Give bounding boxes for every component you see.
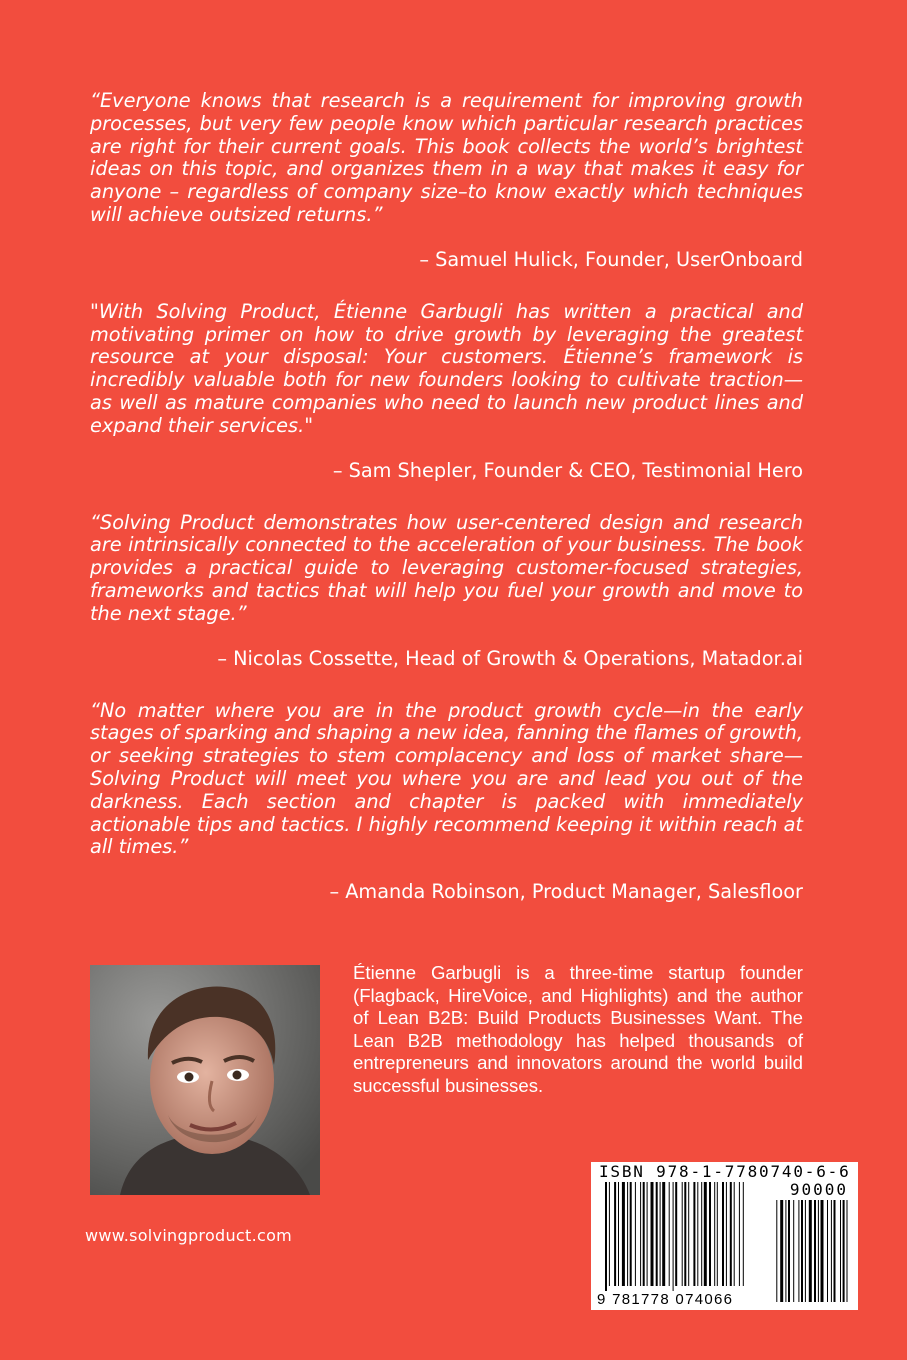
testimonial xyxy=(90,301,803,482)
website-url: www.solvingproduct.com xyxy=(85,1226,293,1245)
ean-digits: 9 781778 074066 xyxy=(597,1291,734,1308)
isbn-text: ISBN 978-1-7780740-6-6 xyxy=(599,1162,851,1181)
barcode-bar xyxy=(627,1182,628,1286)
testimonial-quote: "With Solving Product, Étienne Garbugli has written a practical and motivating primer on how to drive growth by leveraging the greatest resource at your disposal: Your customers. Étienne’s framework is incredibly valuable both for new founders looking to cultivate traction—as well as mature companies who need to launch new product lines and expand their services." xyxy=(90,299,803,437)
barcode-bar xyxy=(647,1182,648,1286)
barcode-bar xyxy=(688,1182,689,1286)
addon-bar xyxy=(827,1200,828,1302)
testimonial xyxy=(90,700,803,904)
barcode-bar xyxy=(682,1182,683,1286)
addon-bar xyxy=(809,1200,812,1302)
isbn-barcode xyxy=(591,1162,858,1310)
barcode-bar xyxy=(675,1182,677,1286)
addon-bar xyxy=(801,1200,803,1302)
addon-bar xyxy=(780,1200,783,1302)
testimonial-quote: “No matter where you are in the product growth cycle—in the early stages of sparking and shaping a new idea, fanning the flames of growth, or seeking strategies to stem complacency and loss of market share—Solving Product will meet you where you are and lead you out of the darkness. Each section and chapter is packed with immediately actionable tips and tactics. I highly recommend keeping it within reach at all times.” xyxy=(90,698,803,859)
barcode-bar xyxy=(605,1182,607,1294)
barcode-bar xyxy=(722,1182,724,1286)
testimonial xyxy=(90,512,803,670)
barcode-bar xyxy=(651,1182,654,1286)
barcode-bar xyxy=(643,1182,645,1286)
barcode-bar xyxy=(704,1182,707,1286)
author-photo xyxy=(90,965,320,1195)
barcode-bar xyxy=(635,1182,636,1286)
testimonial-quote: “Solving Product demonstrates how user-centered design and research are intrinsically connected to the acceleration of your business. The book provides a practical guide to leveraging customer-focused strategies, frameworks and tactics that will help you fuel your growth and move to the next stage.” xyxy=(90,510,803,625)
testimonial-attribution: – Amanda Robinson, Product Manager, Salesfloor xyxy=(329,880,803,904)
barcode-bar xyxy=(660,1182,661,1286)
barcode-bar xyxy=(614,1182,616,1286)
testimonial-quote: “Everyone knows that research is a requirement for improving growth processes, but very few people know which particular research practices are right for their current goals. This book collects the world’s brightest ideas on this topic, and organizes them in a way that makes it easy for anyone – regardless of company size–to know exactly which techniques will achieve outsized returns.” xyxy=(90,89,803,226)
barcode-bar xyxy=(622,1182,625,1286)
addon-bar xyxy=(847,1200,848,1302)
author-portrait-illustration xyxy=(90,965,320,1195)
addon-bar xyxy=(805,1200,806,1302)
addon-bar xyxy=(776,1200,777,1302)
price-code: 90000 xyxy=(789,1180,848,1199)
barcode-bar xyxy=(734,1182,735,1286)
barcode-bar xyxy=(640,1182,641,1286)
testimonials xyxy=(90,90,803,933)
barcode-bar xyxy=(739,1182,740,1286)
testimonial-attribution: – Samuel Hulick, Founder, UserOnboard xyxy=(419,247,803,271)
addon-bar xyxy=(793,1200,794,1302)
barcode-bar xyxy=(726,1182,727,1286)
addon-bar xyxy=(818,1200,819,1302)
author-bio: Étienne Garbugli is a three-time startup founder (Flagback, HireVoice, and Highlights) and the author of Lean B2B: Build Products Businesses Want. The Lean B2B methodology has helped thousands of entrepreneurs and innovators around the world build successful businesses. xyxy=(353,962,803,1096)
addon-bar xyxy=(840,1200,841,1302)
addon-bar xyxy=(788,1200,790,1302)
barcode-bar xyxy=(730,1182,732,1286)
testimonial-attribution: – Nicolas Cossette, Head of Growth & Operations, Matador.ai xyxy=(217,646,803,670)
addon-bar xyxy=(821,1200,824,1302)
barcode-bar xyxy=(684,1182,686,1286)
addon-bar xyxy=(814,1200,816,1302)
testimonial-attribution: – Sam Shepler, Founder & CEO, Testimonial Hero xyxy=(332,458,803,482)
barcode-bar xyxy=(618,1182,619,1286)
barcode-bar xyxy=(701,1182,702,1286)
barcode-bar xyxy=(693,1182,695,1286)
barcode-bar xyxy=(656,1182,658,1286)
barcode-bar xyxy=(669,1182,670,1286)
barcode-bar xyxy=(743,1182,744,1286)
barcode-bar xyxy=(717,1182,718,1286)
addon-bar xyxy=(831,1200,832,1302)
barcode-bar xyxy=(662,1182,665,1286)
addon-bar xyxy=(785,1200,786,1302)
barcode-bar xyxy=(709,1182,711,1286)
barcode-bar xyxy=(673,1182,674,1294)
addon-bar xyxy=(843,1200,845,1302)
addon-bar xyxy=(834,1200,836,1302)
barcode-bar xyxy=(630,1182,632,1286)
addon-bar xyxy=(798,1200,799,1302)
barcode-bar xyxy=(714,1182,715,1286)
barcode-bar xyxy=(697,1182,698,1286)
barcode-bar xyxy=(609,1182,610,1286)
testimonial xyxy=(90,90,803,271)
